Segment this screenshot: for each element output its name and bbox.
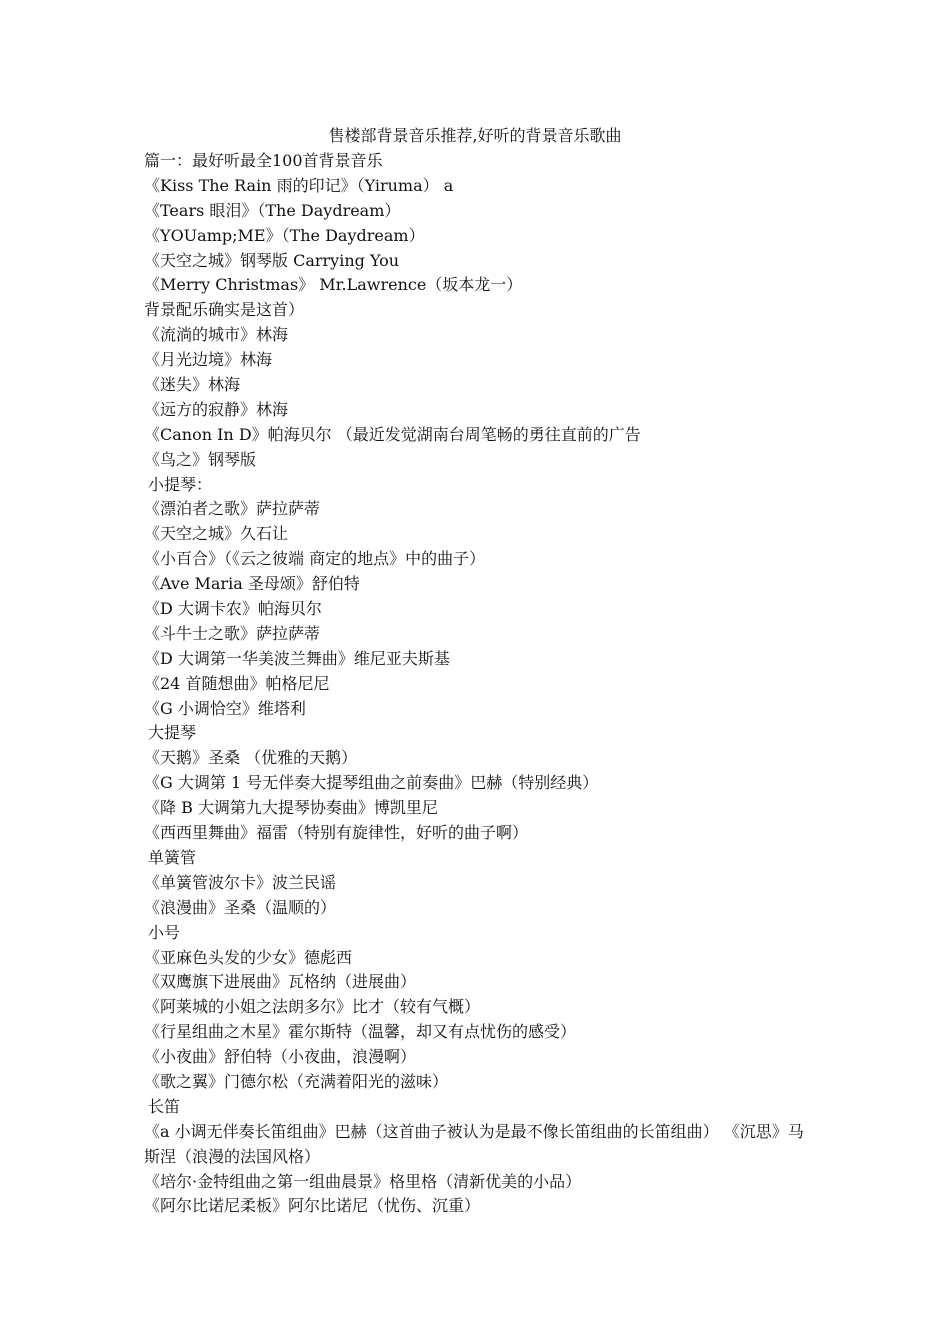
section-heading: 单簧管 <box>148 847 197 867</box>
text-line: 《亚麻色头发的少女》德彪西 <box>144 947 353 967</box>
text-line: 《D 大调卡农》帕海贝尔 <box>144 599 322 619</box>
text-line: 《G 小调恰空》维塔利 <box>144 698 306 718</box>
text-line: 《阿尔比诺尼柔板》阿尔比诺尼（忧伤、沉重） <box>144 1196 481 1216</box>
text-line: 《鸟之》钢琴版 <box>144 449 257 469</box>
section-heading: 大提琴 <box>148 723 197 743</box>
text-line: 《培尔·金特组曲之第一组曲晨景》格里格（清新优美的小品） <box>144 1171 582 1191</box>
text-line: 《漂泊者之歌》萨拉萨蒂 <box>144 499 321 519</box>
document-title: 售楼部背景音乐推荐,好听的背景音乐歌曲 <box>328 126 622 145</box>
text-line: 《迷失》林海 <box>144 375 241 395</box>
text-line: 《斗牛士之歌》萨拉萨蒂 <box>144 623 321 643</box>
text-line: 《阿莱城的小姐之法朗多尔》比才（较有气概） <box>144 997 481 1017</box>
text-line: 《D 大调第一华美波兰舞曲》维尼亚夫斯基 <box>144 648 450 668</box>
text-line: 《远方的寂静》林海 <box>144 399 289 419</box>
text-line: 《Ave Maria 圣母颂》舒伯特 <box>144 574 360 594</box>
text-line: 《Kiss The Rain 雨的印记》（Yiruma） a <box>144 175 454 195</box>
text-line: 《天空之城》钢琴版 Carrying You <box>144 250 400 270</box>
text-line: 《G 大调第 1 号无伴奏大提琴组曲之前奏曲》巴赫（特别经典） <box>144 773 599 793</box>
section-heading: 长笛 <box>148 1096 181 1116</box>
text-line: 《天鹅》圣桑 （优雅的天鹅） <box>144 748 358 768</box>
text-line: 《流淌的城市》林海 <box>144 325 289 345</box>
text-line: 《浪漫曲》圣桑（温顺的） <box>144 897 337 917</box>
text-paragraph: 《a 小调无伴奏长笛组曲》巴赫（这首曲子被认为是最不像长笛组曲的长笛组曲） 《沉思》马斯涅（浪漫的法国风格） <box>144 1121 804 1166</box>
text-line: 背景配乐确实是这首） <box>144 300 305 320</box>
document-body <box>144 149 824 1219</box>
text-line: 《歌之翼》门德尔松（充满着阳光的滋味） <box>144 1071 449 1091</box>
text-line: 《行星组曲之木星》霍尔斯特（温馨，却又有点忧伤的感受） <box>144 1022 577 1042</box>
text-line: 《24 首随想曲》帕格尼尼 <box>144 673 330 693</box>
text-line: 《降 B 大调第九大提琴协奏曲》博凯里尼 <box>144 798 438 818</box>
text-line: 《西西里舞曲》福雷（特别有旋律性，好听的曲子啊） <box>144 823 529 843</box>
text-line: 《YOUamp;ME》（The Daydream） <box>144 225 425 245</box>
text-line: 《月光边境》林海 <box>144 350 273 370</box>
text-line: 《双鹰旗下进展曲》瓦格纳（进展曲） <box>144 972 417 992</box>
text-line: 篇一：最好听最全100首背景音乐 <box>144 151 383 170</box>
text-line: 《天空之城》久石让 <box>144 524 289 544</box>
text-line: 《单簧管波尔卡》波兰民谣 <box>144 872 337 892</box>
section-heading: 小提琴： <box>148 474 213 494</box>
text-line: 《Tears 眼泪》（The Daydream） <box>144 200 401 220</box>
text-line: 《Merry Christmas》 Mr.Lawrence（坂本龙一） <box>144 275 523 295</box>
text-line: 《Canon In D》帕海贝尔 （最近发觉湖南台周笔畅的勇往直前的广告 <box>144 424 641 444</box>
section-heading: 小号 <box>148 922 181 942</box>
text-line: 《小百合》（《云之彼端 商定的地点》中的曲子） <box>144 549 486 569</box>
text-line: 《小夜曲》舒伯特（小夜曲，浪漫啊） <box>144 1047 417 1067</box>
